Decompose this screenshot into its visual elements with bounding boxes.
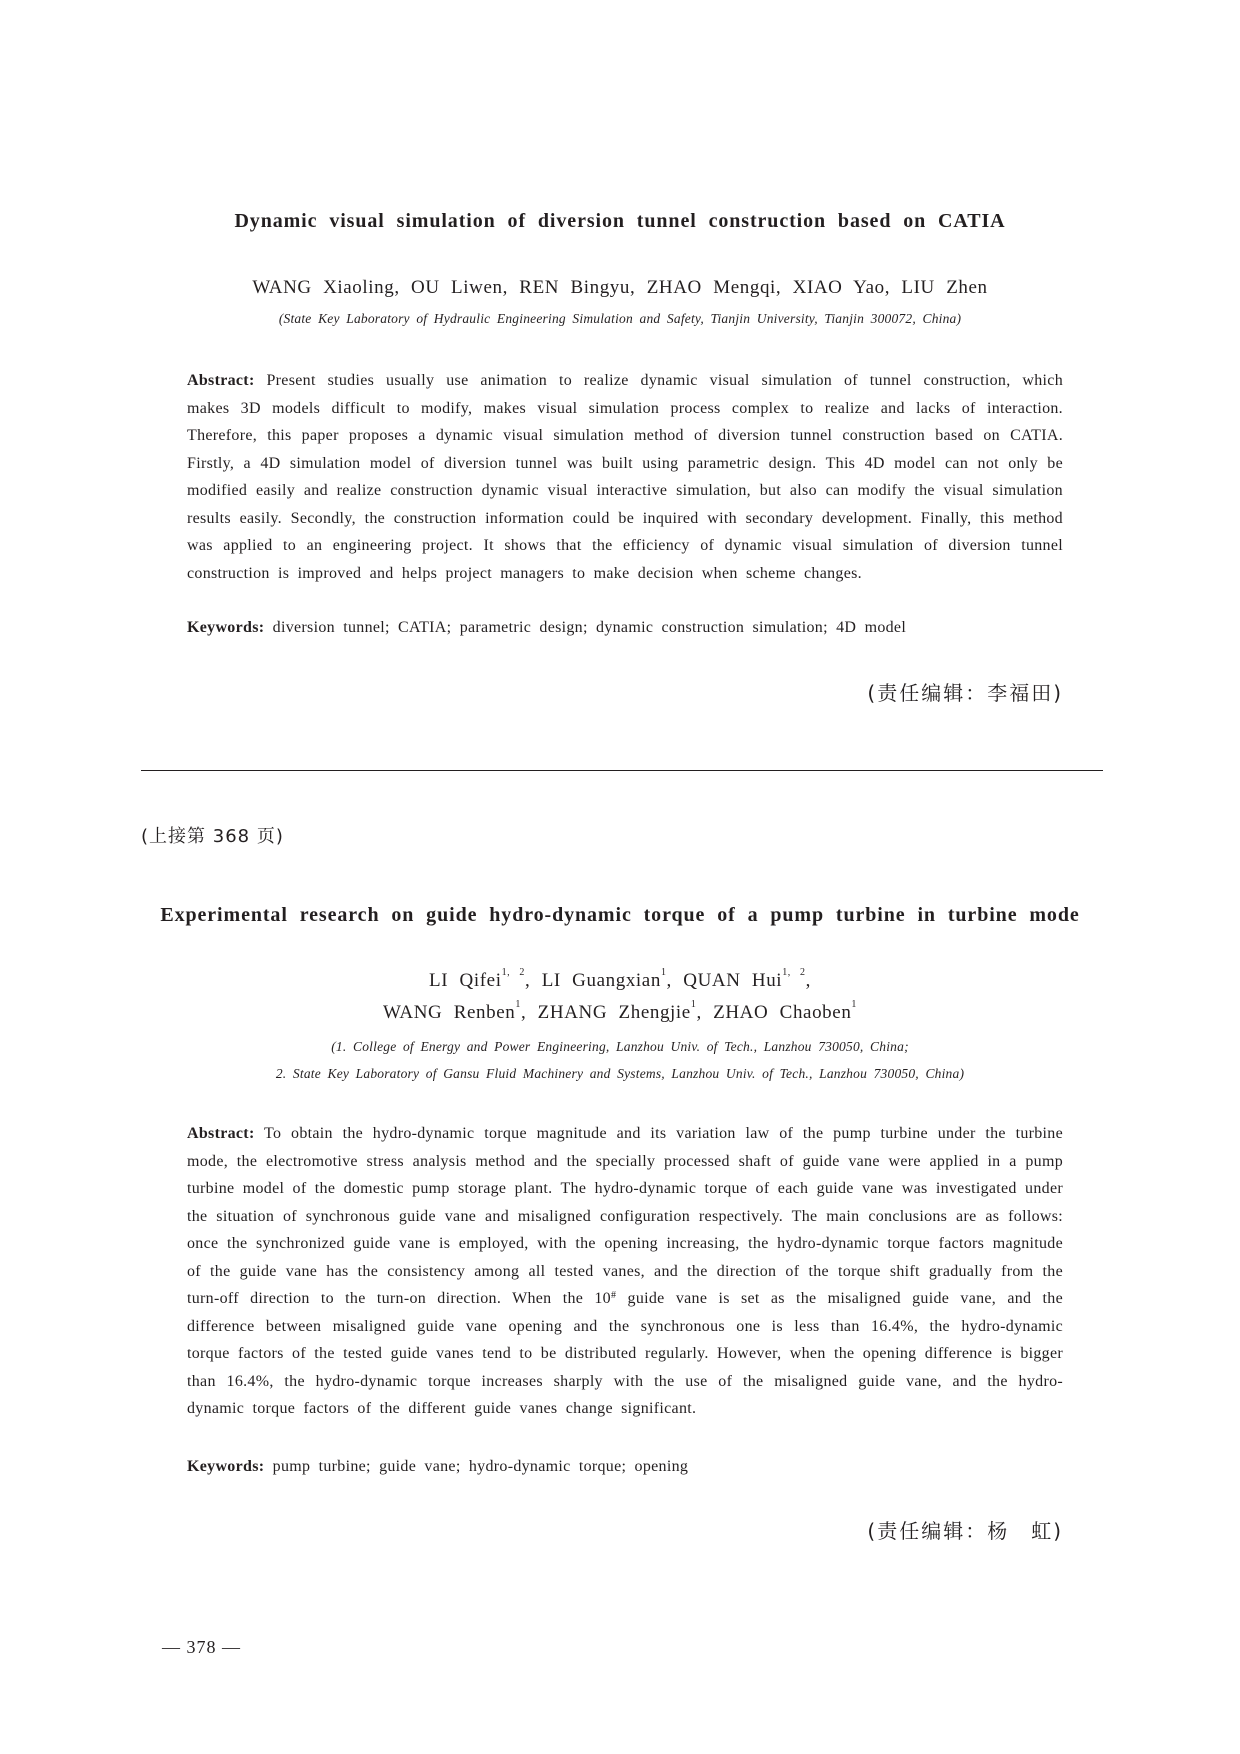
author-affil-sup: 1 (690, 999, 697, 1010)
author: QUAN Hui (683, 970, 783, 991)
article2-authors-line2: WANG Renben$^1$, ZHANG Zhengjie$^1$, ZHAO Chaoben$^1$ (382, 999, 858, 1023)
section-divider (141, 770, 1103, 771)
keywords-text: pump turbine; guide vane; hydro-dynamic torque; opening (272, 1458, 689, 1475)
abstract-superscript: # (611, 1290, 617, 1301)
article2-authors-line1: LI Qifei$^{1, 2}$, LI Guangxian$^1$, QUAN Hui$^{1, 2}$, (429, 967, 811, 991)
author: LI Guangxian (541, 970, 661, 991)
article2-abstract (187, 1120, 1063, 1423)
keywords-label: Keywords: (187, 1458, 265, 1475)
article2-affiliation-1: (1. College of Energy and Power Engineering, Lanzhou Univ. of Tech., Lanzhou 730050, China; (331, 1039, 909, 1054)
page-number: — 378 — (162, 1637, 241, 1657)
author-affil-sup: 1 (851, 999, 858, 1010)
abstract-text: Present studies usually use animation to realize dynamic visual simulation of tunnel construction, which makes 3D models difficult to modify, makes visual simulation process complex to realize and lacks of interaction. Therefore, this paper proposes a dynamic visual simulation method of diversion tunnel construction based on CATIA. Firstly, a 4D simulation model of diversion tunnel was built using parametric design. This 4D model can not only be modified easily and realize construction dynamic visual interactive simulation, but also can modify the visual simulation results easily. Secondly, the construction information could be inquired with secondary development. Finally, this method was applied to an engineering project. It shows that the efficiency of dynamic visual simulation of diversion tunnel construction is improved and helps project managers to make decision when scheme changes. (187, 372, 1063, 582)
article1-title: Dynamic visual simulation of diversion tunnel construction based on CATIA (234, 210, 1006, 232)
article1-affiliation: (State Key Laboratory of Hydraulic Engineering Simulation and Safety, Tianjin University, Tianjin 300072, China) (278, 311, 962, 326)
article2-editor: (责任编辑：杨 虹) (867, 1519, 1063, 1543)
abstract-label: Abstract: (187, 372, 255, 389)
author: WANG Renben (382, 1002, 516, 1023)
author-affil-sup: 1 (660, 967, 667, 978)
author: ZHAO Chaoben (713, 1002, 852, 1023)
author: LI Qifei (429, 970, 502, 991)
continued-from-note: (上接第 368 页) (141, 826, 284, 847)
keywords-label: Keywords: (187, 619, 265, 636)
author-affil-sup: 1, 2 (782, 967, 806, 978)
abstract-label: Abstract: (187, 1125, 255, 1142)
article2-affiliation-2: 2. State Key Laboratory of Gansu Fluid Machinery and Systems, Lanzhou Univ. of Tech., Lanzhou 730050, China) (275, 1066, 965, 1081)
article1-authors: WANG Xiaoling, OU Liwen, REN Bingyu, ZHAO Mengqi, XIAO Yao, LIU Zhen (252, 277, 988, 298)
author-affil-sup: 1 (515, 999, 521, 1010)
article1-abstract (187, 367, 1063, 587)
article1-keywords (187, 619, 1063, 637)
abstract-text-part1: To obtain the hydro-dynamic torque magnitude and its variation law of the pump turbine under the turbine mode, the electromotive stress analysis method and the specially processed shaft of guide vane were applied in a pump turbine model of the domestic pump storage plant. The hydro-dynamic torque of each guide vane was investigated under the situation of synchronous guide vane and misaligned configuration respectively. The main conclusions are as follows: once the synchronized guide vane is employed, with the opening increasing, the hydro-dynamic torque factors magnitude of the guide vane has the consistency among all tested vanes, and the direction of the torque shift gradually from the turn-off direction to the turn-on direction. When the 10 (187, 1125, 1063, 1307)
author: ZHANG Zhengjie (537, 1002, 691, 1023)
abstract-text-part2: guide vane is set as the misaligned guide vane, and the difference between misaligned guide vane opening and the synchronous one is less than 16.4%, the hydro-dynamic torque factors of the tested guide vanes tend to be distributed regularly. However, when the opening difference is bigger than 16.4%, the hydro-dynamic torque increases sharply with the use of the misaligned guide vane, and the hydro-dynamic torque factors of the different guide vanes change significant. (187, 1290, 1064, 1417)
author-affil-sup: 1, 2 (501, 967, 525, 978)
article2-keywords (187, 1458, 1063, 1476)
keywords-text: diversion tunnel; CATIA; parametric design; dynamic construction simulation; 4D model (272, 619, 907, 636)
article2-title: Experimental research on guide hydro-dynamic torque of a pump turbine in turbine mode (160, 904, 1080, 926)
article1-editor: (责任编辑：李福田) (867, 681, 1063, 705)
